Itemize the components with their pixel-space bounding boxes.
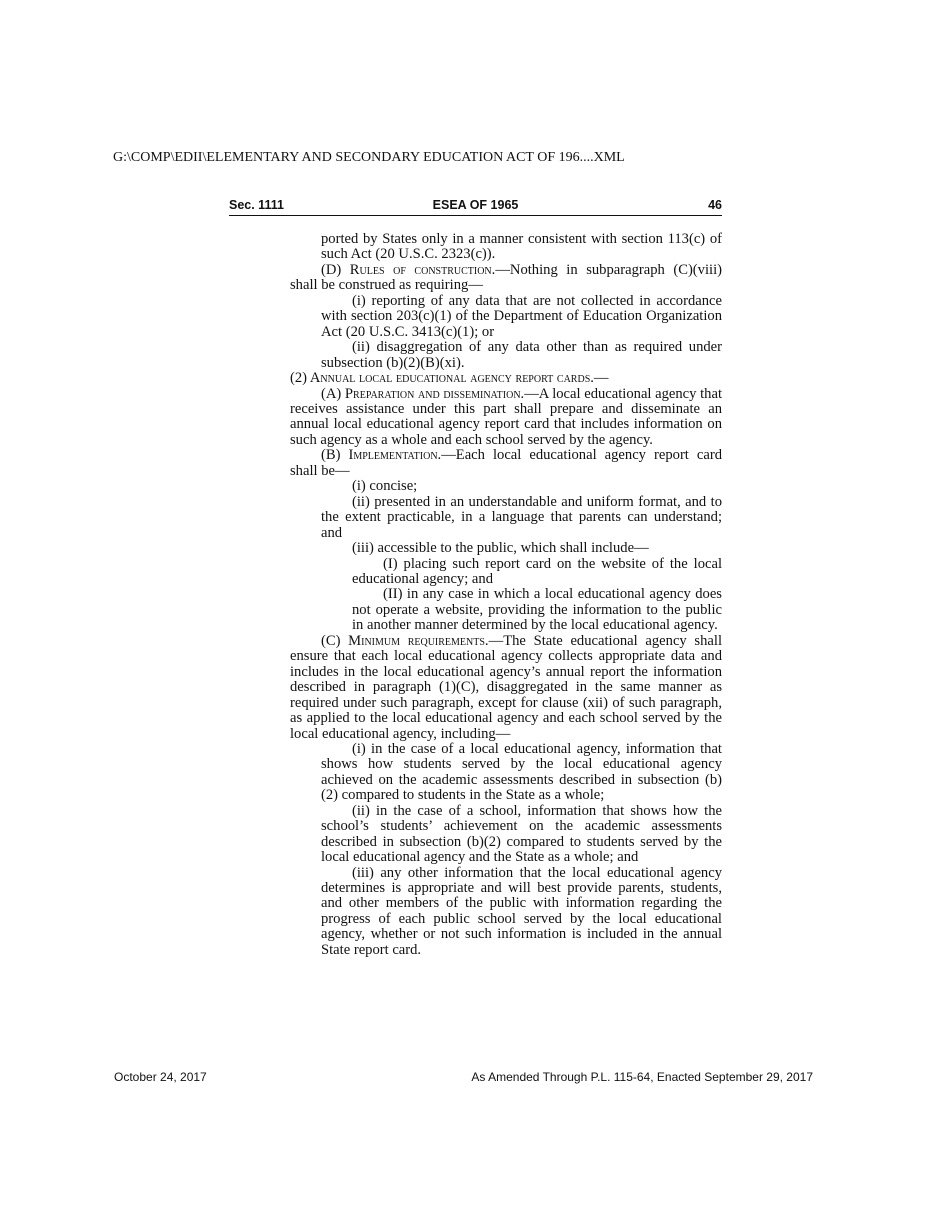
paragraph-text: —Each local educational agency report card shall be—	[290, 447, 722, 479]
file-path-header: G:\COMP\EDII\ELEMENTARY AND SECONDARY EDUCATION ACT OF 196....XML	[113, 150, 625, 165]
section-number: Sec. 1111	[229, 198, 284, 212]
clause-i-lea: (i) in the case of a local educational agency, information that shows how students served by the local educational agency achieved on the academic assessments described in subsection (b)(2) compared to students in the State as a whole;	[321, 740, 722, 804]
paragraph-heading: (B) Implementation.	[321, 447, 442, 464]
paragraph-d-rules-of-construction	[290, 263, 722, 294]
subparagraph-b	[290, 448, 722, 479]
subclause-i-website: (I) placing such report card on the website of the local educational agency; and	[352, 555, 722, 587]
clause-iii-accessible: (iii) accessible to the public, which shall include—	[352, 540, 649, 557]
paragraph-heading: (A) Preparation and dissemination.	[321, 385, 525, 402]
footer-date: October 24, 2017	[114, 1070, 207, 1084]
clause-iii-other-information: (iii) any other information that the local educational agency determines is appropriate and will best provide parents, students, and other members of the public with information regarding the progress of each public school served by the local educational agency, whether or not such information is included in the annual State report card.	[321, 864, 722, 958]
running-head	[229, 198, 722, 216]
paragraph-2-report-cards	[290, 371, 722, 386]
paragraph-text: —Nothing in subparagraph (C)(viii) shall be construed as requiring—	[290, 261, 722, 294]
paragraph-heading: (2) Annual local educational agency report cards.	[290, 370, 594, 387]
paragraph-heading: (D) Rules of construction.	[321, 261, 496, 278]
page-number: 46	[708, 198, 722, 212]
statute-body	[290, 232, 722, 958]
footer-amended: As Amended Through P.L. 115-64, Enacted September 29, 2017	[471, 1070, 813, 1084]
act-title: ESEA OF 1965	[432, 198, 519, 212]
clause-ii-school: (ii) in the case of a school, information that shows how the school’s students’ achievement on the academic assessments described in subsection (b)(2) compared to students served by the local educational agency and the State as a whole; and	[321, 802, 722, 866]
paragraph-text: —The State educational agency shall ensure that each local educational agency collects appropriate data and includes in the local educational agency’s annual report the information described in paragraph (1)(C), disaggregated in the same manner as required under such paragraph, except for clause (xii) of such paragraph, as applied to the local educational agency and each school served by the local educational agency, including—	[290, 632, 722, 742]
subparagraph-a	[290, 387, 722, 449]
clause-i-concise: (i) concise;	[352, 478, 418, 495]
paragraph-heading: (C) Minimum requirements.	[321, 632, 489, 649]
clause-ii-format: (ii) presented in an understandable and uniform format, and to the extent practicable, in a language that parents can understand; and	[321, 493, 722, 541]
subclause-ii-no-website: (II) in any case in which a local educational agency does not operate a website, providing the information to the public in another manner determined by the local educational agency.	[352, 586, 722, 634]
paragraph-continuation: ported by States only in a manner consistent with section 113(c) of such Act (20 U.S.C. 2323(c)).	[321, 231, 722, 263]
paragraph-text: —	[593, 370, 609, 387]
clause-i: (i) reporting of any data that are not collected in accordance with section 203(c)(1) of the Department of Education Organization Act (20 U.S.C. 3413(c)(1); or	[321, 292, 722, 340]
clause-ii: (ii) disaggregation of any data other than as required under subsection (b)(2)(B)(xi).	[321, 339, 722, 371]
paragraph-text: —A local educational agency that receives assistance under this part shall prepare and disseminate an annual local educational agency report card that includes information on such agency as a whole and each school served by the agency.	[290, 385, 722, 448]
subparagraph-c	[290, 634, 722, 742]
